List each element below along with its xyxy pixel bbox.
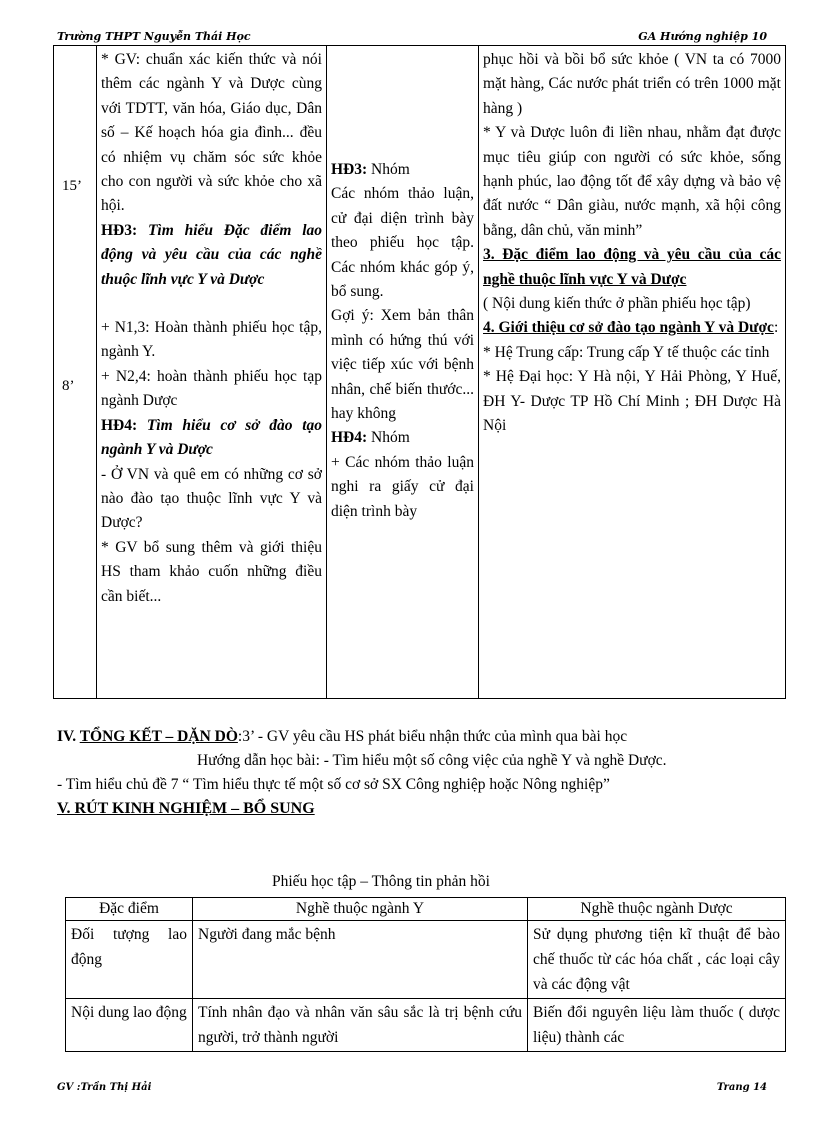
time-column: [54, 46, 97, 699]
lesson-table: [53, 45, 786, 699]
page-number: Trang 14: [716, 1082, 767, 1093]
content-cell: [479, 46, 786, 699]
teacher-hd4: HĐ4: Tìm hiểu cơ sở đào tạo ngành Y và Dược: [101, 416, 322, 459]
header-cell: Nghề thuộc ngành Y: [193, 898, 528, 921]
table-row: [66, 921, 786, 999]
page-footer: [57, 1082, 767, 1093]
teacher-task-n24: + N2,4: hoàn thành phiếu học tạp ngành Dược: [101, 367, 322, 410]
worksheet-title: Phiếu học tập – Thông tin phản hồi: [272, 873, 490, 890]
student-activity-cell: [327, 46, 479, 699]
teacher-activity-cell: [97, 46, 327, 699]
time-hd4: 8’: [62, 378, 75, 394]
student-hd4: HĐ4: Nhóm: [331, 429, 410, 447]
time-hd3: 15’: [62, 178, 82, 194]
teacher-supplement: * GV bổ sung thêm và giới thiệu HS tham khảo cuốn những điều cần biết...: [101, 538, 322, 605]
page-header: [57, 28, 767, 46]
student-discussion: Các nhóm thảo luận, cử đại diện trình bày theo phiếu học tập. Các nhóm khác góp ý, bổ sung.: [331, 185, 474, 301]
content-p3: ( Nội dung kiến thức ở phần phiếu học tập): [483, 295, 751, 313]
content-p4: * Hệ Trung cấp: Trung cấp Y tế thuộc các tỉnh: [483, 343, 770, 361]
content-p1: phục hồi và bồi bổ sức khỏe ( VN ta có 7000 mặt hàng, Các nước phát triển có trên 1000 mặt hàng ): [483, 51, 781, 117]
table-cell: Biến đổi nguyên liệu làm thuốc ( dược liệu) thành các: [528, 999, 786, 1052]
header-cell: Đặc điểm: [66, 898, 193, 921]
teacher-name: GV :Trần Thị Hải: [57, 1082, 152, 1093]
teacher-task-n13: + N1,3: Hoàn thành phiếu học tập, ngành Y.: [101, 319, 322, 361]
table-cell: Người đang mắc bệnh: [193, 921, 528, 999]
content-p2: * Y và Dược luôn đi liền nhau, nhằm đạt được mục tiêu giúp con người có sức khỏe, sống hạnh phúc, lao động tốt để xây dựng và bảo vệ đất nước “ Dân giàu, nước mạnh, xã hội công bằng, dân chủ, văn minh”: [483, 124, 781, 239]
content-heading-4: 4. Giới thiệu cơ sở đào tạo ngành Y và Dược:: [483, 319, 779, 337]
header-cell: Nghề thuộc ngành Dược: [528, 898, 786, 921]
student-hint: Gợi ý: Xem bản thân mình có hứng thú với việc tiếp xúc với bệnh nhân, chế biến thước... hay không: [331, 307, 474, 423]
section-4-line3: - Tìm hiểu chủ đề 7 “ Tìm hiểu thực tế một số cơ sở SX Công nghiệp hoặc Nông nghiệp”: [57, 776, 610, 793]
teacher-question: - Ở VN và quê em có những cơ sở nào đào tạo thuộc lĩnh vực Y và Dược?: [101, 465, 322, 532]
table-cell: Nội dung lao động: [66, 999, 193, 1052]
table-cell: Sử dụng phương tiện kĩ thuật để bào chế thuốc từ các hóa chất , các loại cây và các động vật: [528, 921, 786, 999]
section-4-line2: Hướng dẫn học bài: - Tìm hiểu một số công việc của nghề Y và nghề Dược.: [197, 752, 667, 769]
table-cell: Đối tượng lao động: [66, 921, 193, 999]
content-heading-3: 3. Đặc điểm lao động và yêu cầu của các nghề thuộc lĩnh vực Y và Dược: [483, 246, 781, 288]
student-hd4-task: + Các nhóm thảo luận nghi ra giấy cử đại diện trình bày: [331, 453, 474, 520]
content-p5: * Hệ Đại học: Y Hà nội, Y Hải Phòng, Y Huế, ĐH Y- Dược TP Hồ Chí Minh ; ĐH Dược Hà Nội: [483, 368, 781, 435]
school-name: Trường THPT Nguyễn Thái Học: [57, 30, 251, 43]
teacher-note: * GV: chuẩn xác kiến thức và nói thêm các ngành Y và Dược cùng với TDTT, văn hóa, Giáo dục, Dân số – Kế hoạch hóa gia đình... đều có nhiệm vụ chăm sóc sức khỏe cho con người và sức khỏe cho xã hội.: [101, 51, 322, 215]
teacher-hd3: HĐ3: Tìm hiểu Đặc điểm lao động và yêu cầu của các nghề thuộc lĩnh vực Y và Dược: [101, 221, 322, 288]
section-5-title: V. RÚT KINH NGHIỆM – BỔ SUNG: [57, 800, 315, 817]
student-hd3: HĐ3: Nhóm: [331, 161, 410, 178]
worksheet-table: [65, 897, 786, 1052]
section-4: [57, 725, 787, 821]
section-4-line1: IV. TỔNG KẾT – DẶN DÒ:3’ - GV yêu cầu HS phát biểu nhận thức của mình qua bài học: [57, 728, 628, 745]
table-row: [66, 999, 786, 1052]
document-title: GA Hướng nghiệp 10: [638, 30, 767, 43]
table-cell: Tính nhân đạo và nhân văn sâu sắc là trị bệnh cứu người, trở thành người: [193, 999, 528, 1052]
